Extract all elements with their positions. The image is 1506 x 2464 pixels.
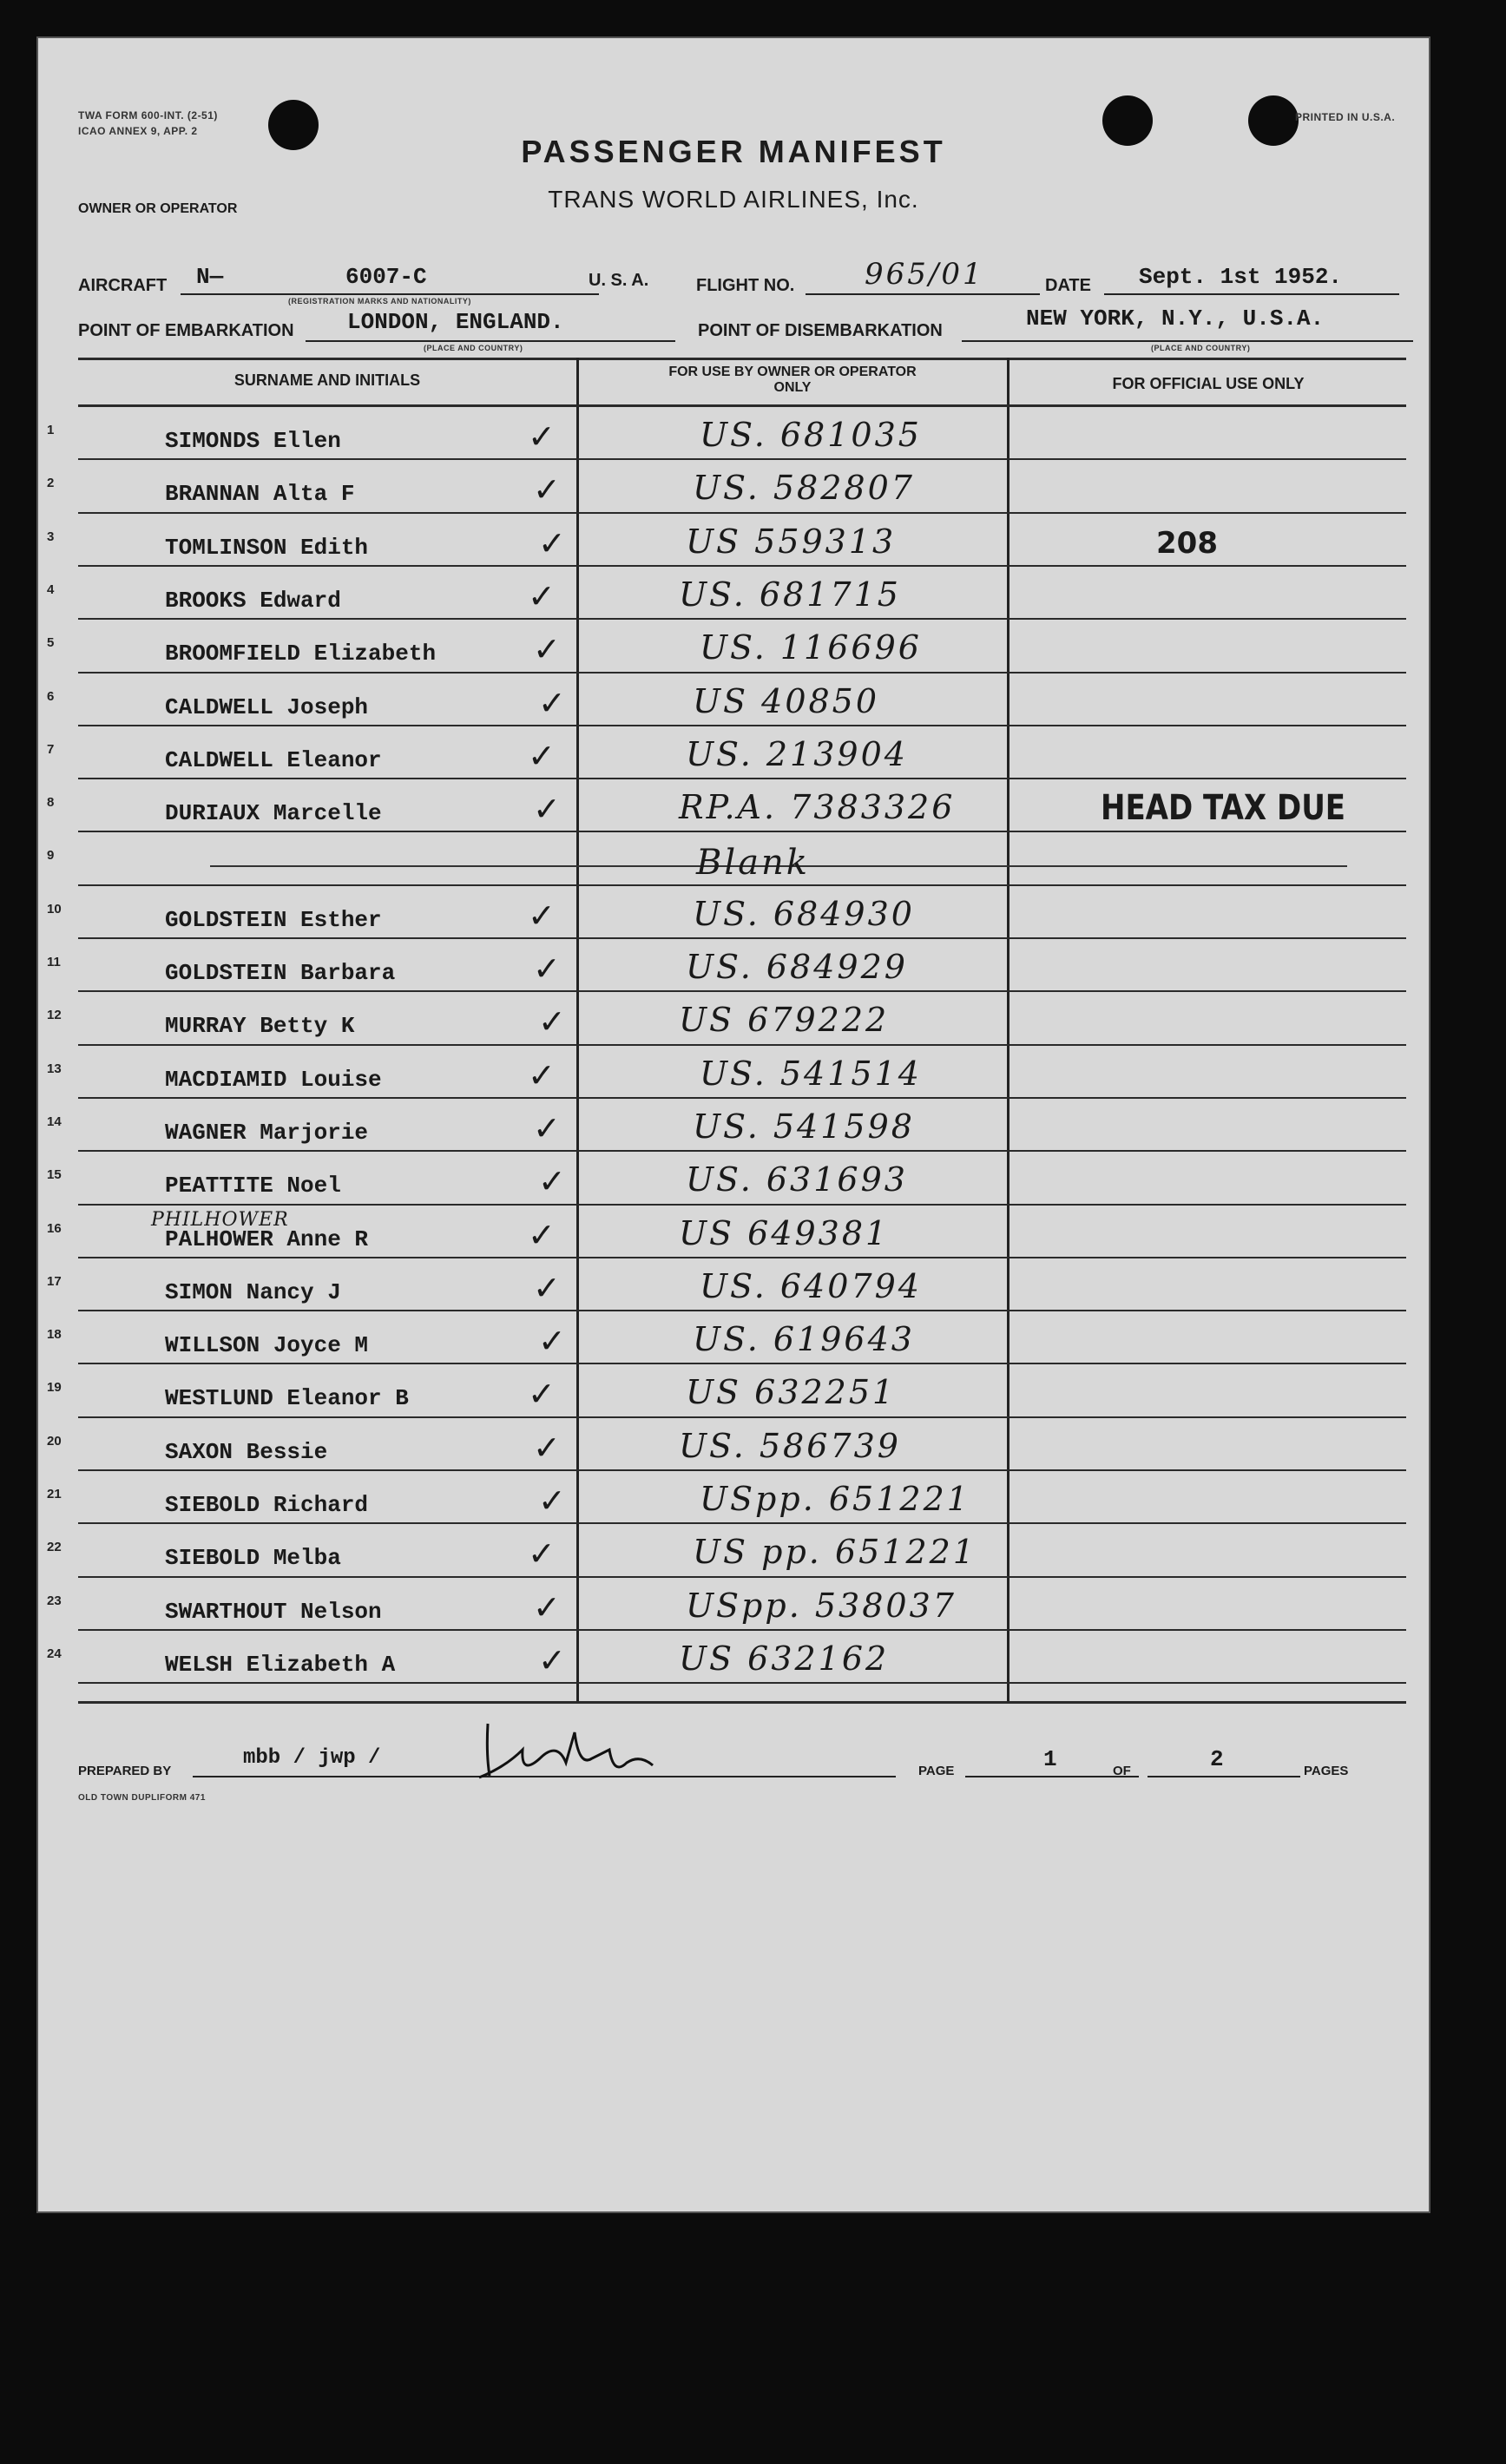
passenger-name: GOLDSTEIN Barbara: [165, 960, 396, 986]
passenger-name: PEATTITE Noel: [165, 1173, 341, 1199]
row-number: 13: [47, 1061, 62, 1076]
check-mark-icon: ✓: [533, 1108, 561, 1147]
passenger-name: SIEBOLD Richard: [165, 1492, 369, 1518]
passport-number: US pp. 651221: [693, 1533, 977, 1572]
signature: [470, 1715, 679, 1793]
passport-number: US. 681035: [700, 416, 922, 454]
airline-name: TRANS WORLD AIRLINES, Inc.: [548, 186, 919, 213]
embarkation-label: POINT OF EMBARKATION: [78, 321, 294, 340]
passenger-name: SIEBOLD Melba: [165, 1545, 341, 1572]
passport-number: US 559313: [686, 522, 897, 561]
row-separator: [78, 1363, 1406, 1364]
row-separator: [78, 1097, 1406, 1099]
pages-label: PAGES: [1304, 1764, 1349, 1778]
passenger-name: CALDWELL Eleanor: [165, 746, 382, 773]
registration-caption: (REGISTRATION MARKS AND NATIONALITY): [288, 297, 471, 306]
check-mark-icon: ✓: [528, 1055, 556, 1094]
row-separator: [78, 990, 1406, 992]
printer-imprint: OLD TOWN DUPLIFORM 471: [78, 1793, 206, 1803]
passenger-name: WESTLUND Eleanor B: [165, 1385, 409, 1412]
column-divider-1: [576, 358, 579, 1701]
page-total: 2: [1210, 1746, 1224, 1772]
page-title: PASSENGER MANIFEST: [521, 134, 946, 169]
aircraft-value: 6007-C: [345, 264, 427, 290]
passport-number: US. 684930: [693, 894, 915, 933]
passport-number: US 632251: [686, 1373, 897, 1412]
check-mark-icon: ✓: [533, 470, 561, 509]
row-number: 6: [47, 688, 55, 704]
owner-label: OWNER OR OPERATOR: [78, 201, 238, 216]
row-number: 16: [47, 1220, 62, 1236]
passport-number: US 679222: [679, 1001, 890, 1040]
passenger-name: SIMONDS Ellen: [165, 428, 341, 454]
check-mark-icon: ✓: [533, 949, 561, 988]
row-separator: [78, 512, 1406, 514]
nationality: U. S. A.: [589, 271, 649, 290]
flight-no-value: 965/01: [865, 257, 984, 292]
passport-number: USpp. 651221: [700, 1480, 970, 1518]
blank-note: Blank: [696, 843, 811, 884]
row-number: 3: [47, 529, 55, 544]
column-header-official-use: FOR OFFICIAL USE ONLY: [1112, 375, 1305, 392]
passenger-name: WELSH Elizabeth A: [165, 1651, 396, 1678]
printed-in: PRINTED IN U.S.A.: [1295, 111, 1396, 123]
passport-number: US. 640794: [700, 1266, 922, 1305]
passenger-name: SIMON Nancy J: [165, 1278, 341, 1305]
row-separator: [78, 884, 1406, 886]
row-number: 20: [47, 1433, 62, 1449]
passenger-name: SWARTHOUT Nelson: [165, 1598, 382, 1625]
aircraft-prefix: N—: [196, 264, 224, 290]
date-label: DATE: [1045, 276, 1091, 295]
row-number: 21: [47, 1487, 62, 1501]
embarkation-underline: [306, 340, 675, 342]
row-number: 15: [47, 1167, 62, 1183]
passport-number: US. 541514: [700, 1054, 922, 1093]
of-label: OF: [1113, 1764, 1131, 1778]
name-correction: PHILHOWER: [151, 1208, 289, 1231]
row-separator: [78, 565, 1406, 567]
disembarkation-label: POINT OF DISEMBARKATION: [698, 321, 943, 340]
check-mark-icon: ✓: [528, 1375, 556, 1414]
row-number: 18: [47, 1327, 62, 1343]
embark-place-caption: (PLACE AND COUNTRY): [424, 344, 523, 352]
row-separator: [78, 1257, 1406, 1258]
check-mark-icon: ✓: [533, 1587, 561, 1626]
row-separator: [78, 831, 1406, 832]
table-top-border: [78, 358, 1406, 360]
manifest-sheet: [36, 36, 1430, 2213]
passenger-name: CALDWELL Joseph: [165, 693, 369, 720]
check-mark-icon: ✓: [538, 1002, 566, 1041]
prepared-by-label: PREPARED BY: [78, 1764, 172, 1778]
icao-reference: ICAO ANNEX 9, APP. 2: [78, 125, 198, 137]
row-number: 7: [47, 741, 55, 757]
column-divider-2: [1007, 358, 1009, 1701]
passport-number: US. 582807: [693, 469, 915, 508]
check-mark-icon: ✓: [528, 736, 556, 775]
passport-number: US. 116696: [700, 628, 922, 667]
row-separator: [78, 1522, 1406, 1524]
row-number: 14: [47, 1114, 62, 1129]
check-mark-icon: ✓: [538, 683, 566, 722]
passenger-name: WILLSON Joyce M: [165, 1332, 369, 1359]
passport-number: US. 541598: [693, 1107, 915, 1146]
passport-number: USpp. 538037: [686, 1586, 957, 1625]
check-mark-icon: ✓: [528, 1534, 556, 1574]
row-separator: [78, 1310, 1406, 1311]
flight-no-label: FLIGHT NO.: [696, 276, 795, 295]
disembarkation-underline: [962, 340, 1413, 342]
passenger-name: MACDIAMID Louise: [165, 1066, 382, 1093]
row-number: 9: [47, 848, 55, 864]
row-number: 19: [47, 1380, 62, 1396]
row-separator: [78, 618, 1406, 620]
row-separator: [78, 1682, 1406, 1684]
table-header-border: [78, 404, 1406, 407]
row-number: 4: [47, 582, 55, 597]
passport-number: US. 681715: [679, 575, 901, 614]
row-number: 5: [47, 635, 55, 651]
passenger-name: MURRAY Betty K: [165, 1013, 355, 1040]
row-separator: [78, 778, 1406, 779]
page-label: PAGE: [918, 1764, 955, 1778]
check-mark-icon: ✓: [538, 1162, 566, 1201]
row-separator: [78, 1204, 1406, 1206]
page-number: 1: [1043, 1746, 1057, 1772]
aircraft-label: AIRCRAFT: [78, 276, 168, 295]
passenger-name: BROOMFIELD Elizabeth: [165, 641, 437, 667]
row-number: 12: [47, 1008, 62, 1023]
table-bottom-border: [78, 1701, 1406, 1704]
check-mark-icon: ✓: [528, 896, 556, 935]
passport-number: US. 586739: [679, 1426, 901, 1465]
date-value: Sept. 1st 1952.: [1139, 264, 1343, 290]
passport-number: US. 213904: [686, 734, 908, 773]
row-number: 22: [47, 1540, 62, 1555]
disembark-place-caption: (PLACE AND COUNTRY): [1151, 344, 1251, 352]
date-underline: [1104, 293, 1399, 295]
check-mark-icon: ✓: [528, 576, 556, 615]
check-mark-icon: ✓: [528, 417, 556, 456]
passenger-name: BROOKS Edward: [165, 587, 341, 614]
row-separator: [78, 1469, 1406, 1471]
row-separator: [78, 725, 1406, 726]
aircraft-underline: [181, 293, 599, 295]
row-separator: [78, 1629, 1406, 1631]
passenger-name: PALHOWER Anne R: [165, 1225, 369, 1252]
passenger-name: DURIAUX Marcelle: [165, 800, 382, 827]
column-header-owner-use: FOR USE BY OWNER OR OPERATOR ONLY: [668, 365, 917, 395]
check-mark-icon: ✓: [538, 1322, 566, 1361]
passport-number: US. 619643: [693, 1320, 915, 1359]
row-number: 24: [47, 1646, 62, 1661]
embarkation-value: LONDON, ENGLAND.: [347, 309, 564, 335]
row-separator: [78, 458, 1406, 460]
row-separator: [78, 1576, 1406, 1578]
check-mark-icon: ✓: [528, 1215, 556, 1254]
check-mark-icon: ✓: [533, 630, 561, 669]
form-code: TWA FORM 600-INT. (2-51): [78, 109, 218, 122]
passenger-name: SAXON Bessie: [165, 1438, 328, 1465]
row-number: 8: [47, 795, 55, 811]
passport-number: US 649381: [679, 1213, 890, 1252]
row-separator: [78, 1416, 1406, 1418]
row-number: 17: [47, 1273, 62, 1289]
row-separator: [78, 672, 1406, 673]
row-number: 23: [47, 1593, 62, 1608]
check-mark-icon: ✓: [533, 790, 561, 829]
prepared-by-value: mbb / jwp /: [243, 1746, 381, 1770]
row-separator: [78, 1044, 1406, 1046]
passenger-name: BRANNAN Alta F: [165, 481, 355, 508]
row-number: 2: [47, 476, 55, 491]
column-header-surname: SURNAME AND INITIALS: [233, 371, 421, 389]
passport-number: US 40850: [693, 681, 880, 720]
passport-number: US. 684929: [686, 948, 908, 986]
page-total-underline: [1148, 1776, 1300, 1777]
check-mark-icon: ✓: [538, 523, 566, 562]
passport-number: US. 631693: [686, 1160, 908, 1199]
check-mark-icon: ✓: [533, 1268, 561, 1307]
passenger-name: TOMLINSON Edith: [165, 534, 369, 561]
row-number: 1: [47, 423, 55, 437]
check-mark-icon: ✓: [538, 1482, 566, 1520]
check-mark-icon: ✓: [533, 1428, 561, 1467]
passenger-name: GOLDSTEIN Esther: [165, 906, 382, 933]
official-number: 208: [1156, 525, 1218, 561]
check-mark-icon: ✓: [538, 1640, 566, 1679]
official-stamp: HEAD TAX DUE: [1101, 788, 1346, 829]
disembarkation-value: NEW YORK, N.Y., U.S.A.: [1026, 306, 1325, 332]
row-separator: [78, 1150, 1406, 1152]
passport-number: US 632162: [679, 1639, 890, 1678]
row-separator: [78, 937, 1406, 939]
row-number: 10: [47, 901, 62, 917]
row-number: 11: [47, 955, 61, 969]
flight-underline: [806, 293, 1040, 295]
passenger-name: WAGNER Marjorie: [165, 1119, 369, 1146]
passport-number: RP.A. 7383326: [679, 788, 956, 827]
